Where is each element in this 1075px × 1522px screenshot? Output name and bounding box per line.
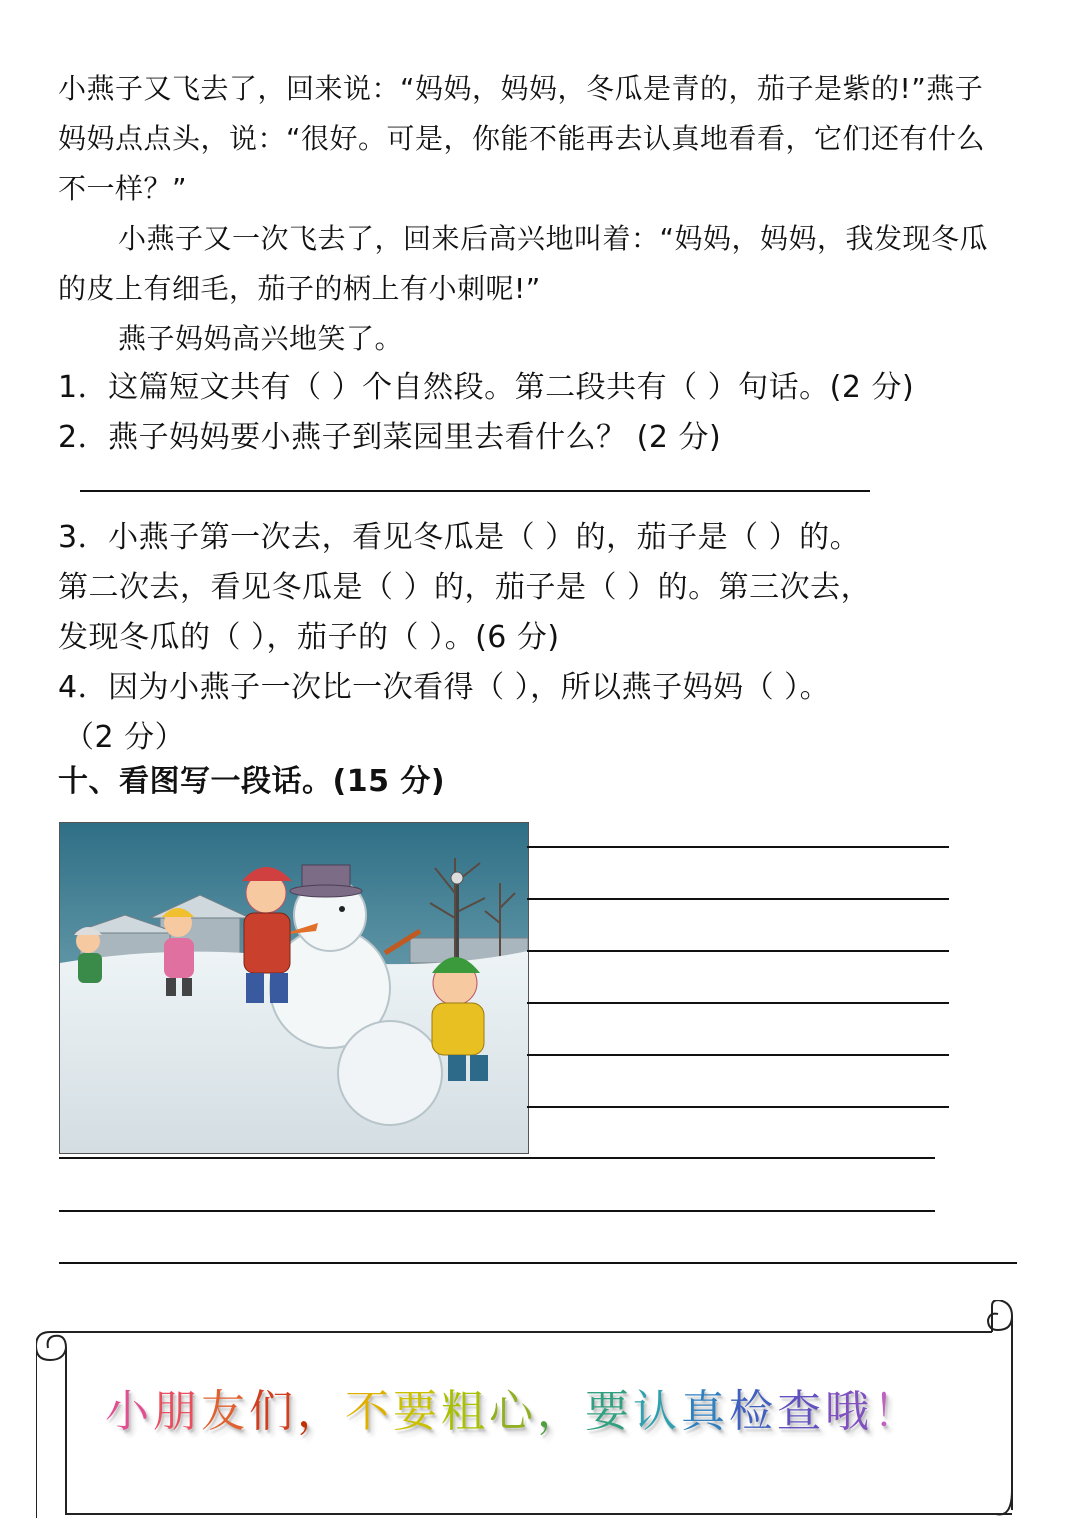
slogan-text — [105, 1375, 921, 1439]
slogan-char: 粗 — [441, 1386, 489, 1437]
answer-line-q2[interactable] — [80, 490, 870, 492]
slogan-char: 心 — [489, 1386, 537, 1437]
writing-line-3[interactable] — [527, 950, 949, 952]
passage-line-2: 妈妈点点头，说：“很好。可是，你能不能再去认真地看看，它们还有什么 — [58, 122, 986, 155]
writing-line-4[interactable] — [527, 1002, 949, 1004]
snowman-illustration — [60, 823, 528, 1153]
writing-line-5[interactable] — [527, 1054, 949, 1056]
writing-line-1[interactable] — [527, 846, 949, 848]
slogan-char: 哦 — [825, 1386, 873, 1437]
slogan-char: 友 — [201, 1386, 249, 1437]
slogan-char: 要 — [393, 1386, 441, 1437]
passage-line-1: 小燕子又飞去了，回来说：“妈妈，妈妈，冬瓜是青的，茄子是紫的!”燕子 — [58, 72, 984, 105]
slogan-char: 查 — [777, 1386, 825, 1437]
section-10-heading: 十、看图写一段话。(15 分) — [58, 764, 446, 799]
slogan-char: 认 — [633, 1386, 681, 1437]
slogan-char: 小 — [105, 1386, 153, 1437]
writing-line-8[interactable] — [59, 1210, 935, 1212]
passage-line-6: 燕子妈妈高兴地笑了。 — [118, 322, 404, 355]
slogan-char: 检 — [729, 1386, 777, 1437]
question-4-line-2: （2 分） — [64, 720, 186, 755]
writing-line-9[interactable] — [59, 1262, 1017, 1264]
question-3-line-3: 发现冬瓜的（ ），茄子的（ ）。(6 分) — [58, 620, 560, 655]
slogan-char: ， — [537, 1386, 585, 1437]
passage-line-5: 的皮上有细毛，茄子的柄上有小刺呢!” — [58, 272, 541, 305]
slogan-char: ！ — [873, 1386, 921, 1437]
slogan-char: ， — [297, 1386, 345, 1437]
question-4-line-1: 4．因为小燕子一次比一次看得（ ），所以燕子妈妈（ ）。 — [58, 670, 831, 705]
slogan-char: 朋 — [153, 1386, 201, 1437]
writing-line-6[interactable] — [527, 1106, 949, 1108]
writing-line-2[interactable] — [527, 898, 949, 900]
passage-line-3: 不一样？” — [58, 172, 188, 205]
question-1: 1．这篇短文共有（ ）个自然段。第二段共有（ ）句话。(2 分) — [58, 370, 915, 405]
question-3-line-1: 3．小燕子第一次去，看见冬瓜是（ ）的，茄子是（ ）的。 — [58, 520, 861, 555]
slogan-char: 们 — [249, 1386, 297, 1437]
slogan-char: 要 — [585, 1386, 633, 1437]
question-2: 2．燕子妈妈要小燕子到菜园里去看什么？ (2 分) — [58, 420, 722, 455]
snowman-picture — [59, 822, 529, 1154]
passage-line-4: 小燕子又一次飞去了，回来后高兴地叫着：“妈妈，妈妈，我发现冬瓜 — [118, 222, 989, 255]
slogan-char: 真 — [681, 1386, 729, 1437]
slogan-char: 不 — [345, 1386, 393, 1437]
question-3-line-2: 第二次去，看见冬瓜是（ ）的，茄子是（ ）的。第三次去， — [58, 570, 872, 605]
writing-line-7[interactable] — [59, 1157, 935, 1159]
